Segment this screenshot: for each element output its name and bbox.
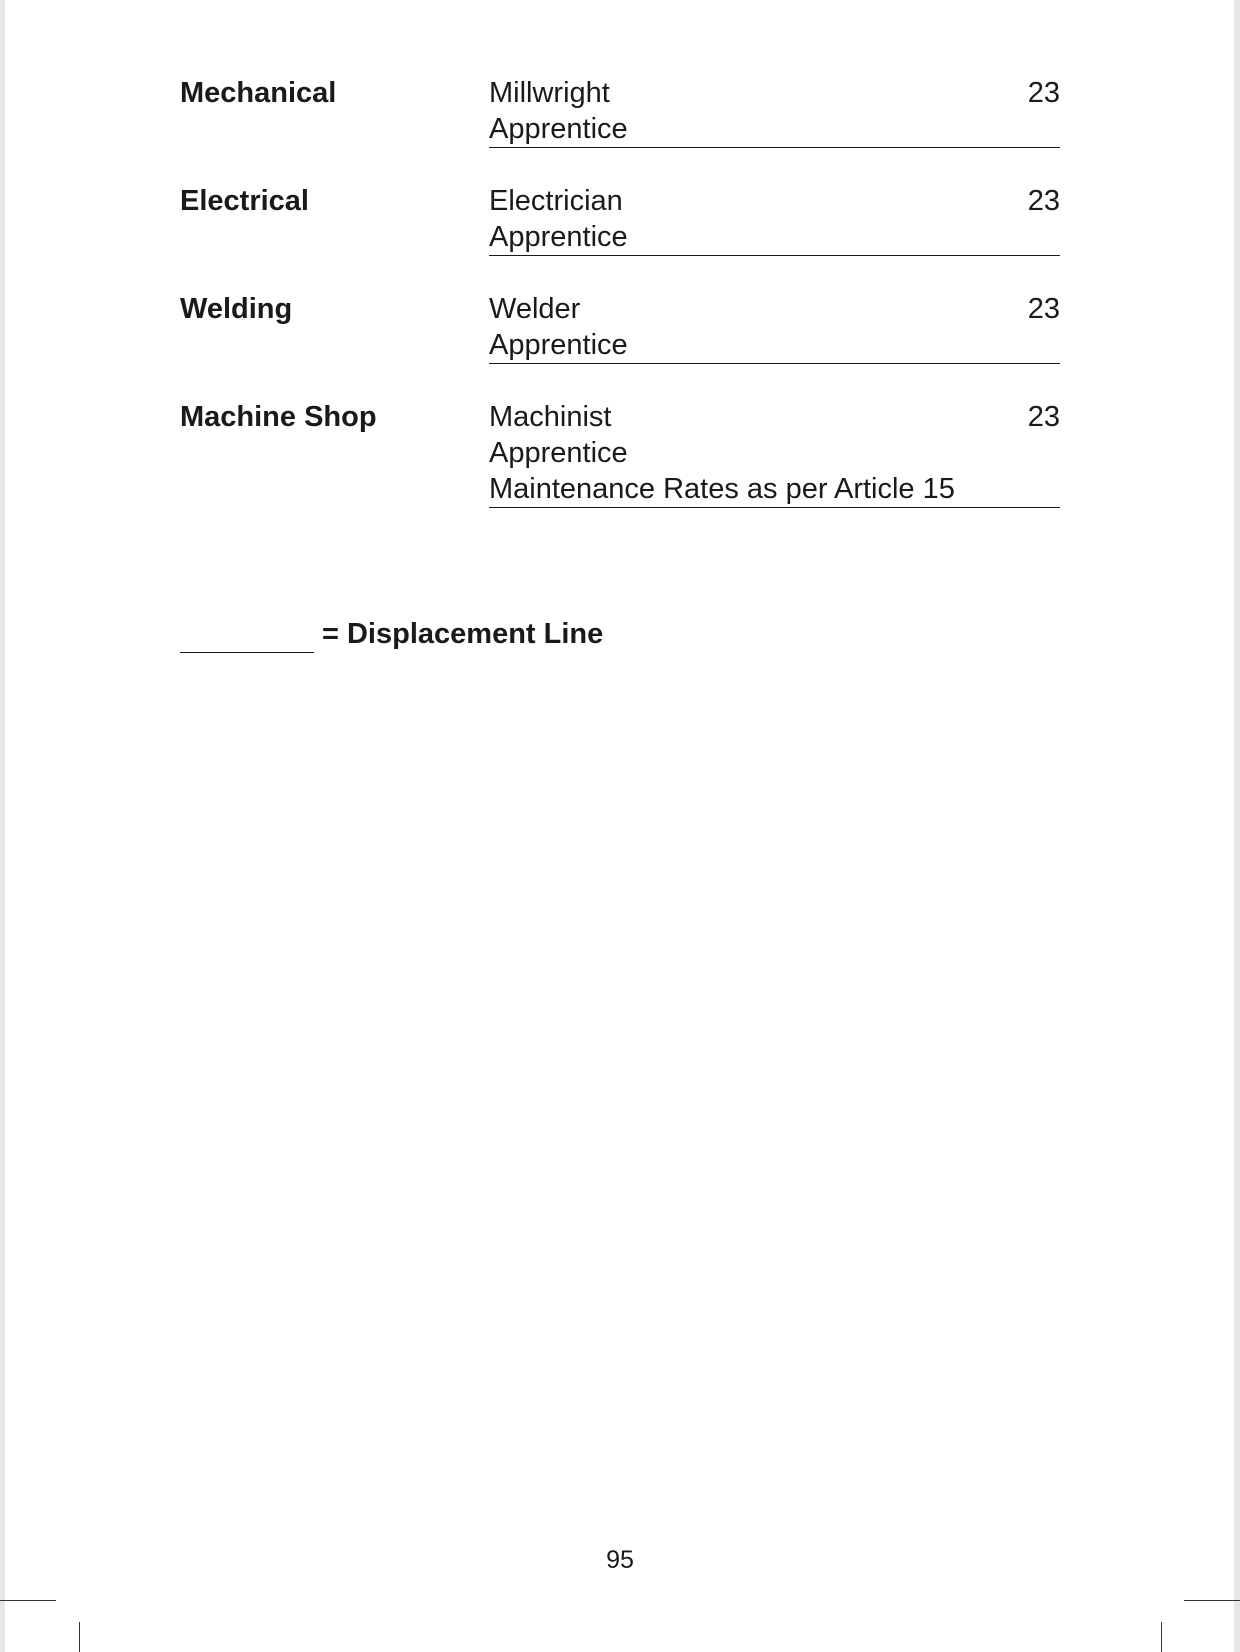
crop-mark-bottom-left-horizontal — [0, 1600, 56, 1601]
department-label: Welding — [180, 293, 293, 325]
legend-line-sample — [180, 616, 314, 653]
classification-item: Machinist — [489, 401, 612, 433]
page-edge-left — [0, 0, 5, 1652]
count-value: 23 — [1027, 401, 1060, 433]
classification-list — [489, 291, 1060, 364]
classification-list — [489, 399, 1060, 508]
legend-text: = Displacement Line — [322, 618, 604, 650]
crop-mark-bottom-left-vertical — [79, 1622, 80, 1652]
classification-item: Apprentice — [489, 221, 628, 253]
classification-list — [489, 183, 1060, 256]
classification-item: Apprentice — [489, 113, 628, 145]
classification-item: Electrician — [489, 185, 623, 217]
department-label: Machine Shop — [180, 401, 377, 433]
classification-list — [489, 75, 1060, 148]
count-value: 23 — [1027, 293, 1060, 325]
displacement-line-legend — [180, 616, 603, 653]
classification-item: Apprentice — [489, 437, 628, 469]
count-value: 23 — [1027, 77, 1060, 109]
department-label: Mechanical — [180, 77, 337, 109]
classification-item: Maintenance Rates as per Article 15 — [489, 473, 955, 505]
classification-item: Apprentice — [489, 329, 628, 361]
crop-mark-bottom-right-horizontal — [1184, 1600, 1240, 1601]
department-label: Electrical — [180, 185, 309, 217]
classification-item: Welder — [489, 293, 581, 325]
page-edge-right — [1234, 0, 1240, 1652]
page-number: 95 — [606, 1546, 634, 1574]
classification-item: Millwright — [489, 77, 610, 109]
count-value: 23 — [1027, 185, 1060, 217]
crop-mark-bottom-right-vertical — [1161, 1622, 1162, 1652]
